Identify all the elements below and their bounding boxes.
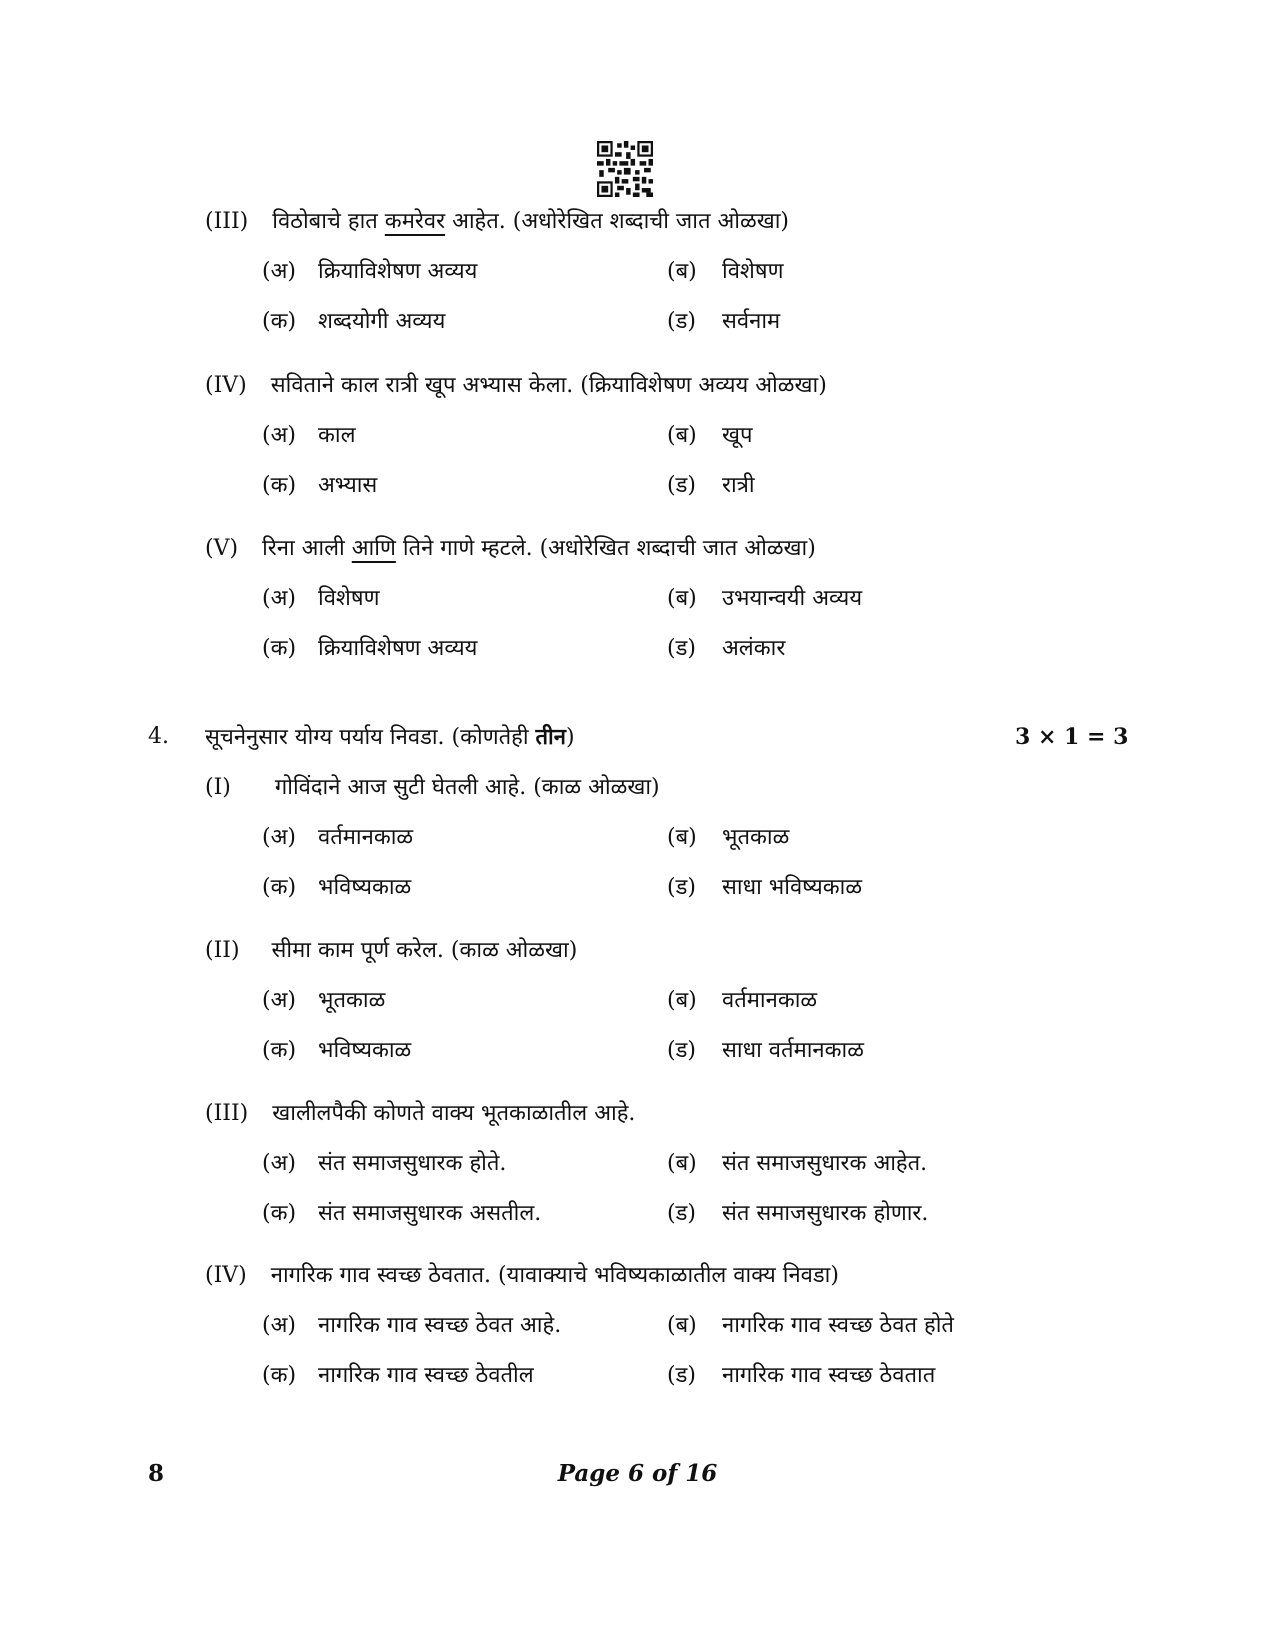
option-label: (ब): [667, 1313, 697, 1338]
underlined-word: आणि: [351, 536, 396, 561]
option-label: (अ): [262, 586, 296, 611]
roman-numeral: (III): [205, 1101, 249, 1126]
question-stem: [205, 371, 827, 401]
option-label: (क): [262, 636, 297, 661]
roman-numeral: (I): [205, 775, 231, 800]
option-text: अलंकार: [722, 636, 786, 661]
option-text: सर्वनाम: [722, 309, 781, 334]
option-text: शब्दयोगी अव्यय: [318, 309, 446, 334]
option-label: (अ): [262, 1313, 296, 1338]
option-label: (क): [262, 1038, 297, 1063]
paper-code: 8: [148, 1460, 165, 1487]
option-label: (ड): [667, 1038, 696, 1063]
option-label: (ड): [667, 309, 696, 334]
option-text: साधा वर्तमानकाळ: [722, 1038, 864, 1063]
page-number: Page 6 of 16: [557, 1460, 718, 1487]
option-text: संत समाजसुधारक आहेत.: [722, 1151, 928, 1176]
instruction-emphasis: तीन: [535, 724, 566, 750]
roman-numeral: (IV): [205, 1263, 247, 1288]
option-label: (अ): [262, 423, 296, 448]
option-text: वर्तमानकाळ: [722, 988, 818, 1013]
option-text: संत समाजसुधारक होते.: [318, 1151, 507, 1176]
marks-allocation: 3 × 1 = 3: [1015, 724, 1129, 750]
option-text: नागरिक गाव स्वच्छ ठेवतील: [318, 1363, 534, 1388]
option-text: साधा भविष्यकाळ: [722, 875, 863, 900]
option-text: संत समाजसुधारक असतील.: [318, 1201, 542, 1226]
option-text: खूप: [722, 423, 753, 448]
instruction-text: सूचनेनुसार योग्य पर्याय निवडा. (कोणतेही: [205, 725, 536, 750]
stem-text: रिना आली: [262, 536, 352, 561]
stem-text: तिने गाणे म्हटले. (अधोरेखित शब्दाची जात ओळखा): [395, 536, 816, 561]
option-label: (क): [262, 1201, 297, 1226]
question-stem: [205, 534, 816, 564]
option-label: (ब): [667, 825, 697, 850]
stem-text: गोविंदाने आज सुटी घेतली आहे. (काळ ओळखा): [274, 775, 660, 800]
option-label: (ब): [667, 423, 697, 448]
option-text: विशेषण: [722, 259, 784, 284]
option-label: (ब): [667, 988, 697, 1013]
option-text: नागरिक गाव स्वच्छ ठेवतात: [722, 1363, 936, 1388]
option-text: भविष्यकाळ: [318, 1038, 412, 1063]
option-text: काल: [318, 423, 356, 448]
stem-text: खालीलपैकी कोणते वाक्य भूतकाळातील आहे.: [272, 1101, 636, 1126]
stem-text: विठोबाचे हात: [272, 209, 385, 234]
roman-numeral: (II): [205, 938, 240, 963]
question-stem: [205, 207, 789, 237]
roman-numeral: (III): [205, 209, 249, 234]
option-text: वर्तमानकाळ: [318, 825, 414, 850]
option-text: अभ्यास: [318, 473, 378, 498]
option-text: संत समाजसुधारक होणार.: [722, 1201, 929, 1226]
option-text: भूतकाळ: [722, 825, 790, 850]
stem-text: सविताने काल रात्री खूप अभ्यास केला. (क्रियाविशेषण अव्यय ओळखा): [270, 373, 827, 398]
roman-numeral: (IV): [205, 373, 247, 398]
option-text: नागरिक गाव स्वच्छ ठेवत होते: [722, 1313, 954, 1338]
stem-text: नागरिक गाव स्वच्छ ठेवतात. (यावाक्याचे भविष्यकाळातील वाक्य निवडा): [270, 1263, 839, 1288]
question-stem: [205, 773, 660, 803]
instruction-text: ): [565, 725, 575, 750]
option-label: (क): [262, 309, 297, 334]
option-label: (ड): [667, 636, 696, 661]
option-label: (अ): [262, 825, 296, 850]
question-number: 4.: [148, 724, 169, 749]
option-text: नागरिक गाव स्वच्छ ठेवत आहे.: [318, 1313, 562, 1338]
option-label: (ड): [667, 473, 696, 498]
option-text: क्रियाविशेषण अव्यय: [318, 259, 478, 284]
option-label: (क): [262, 1363, 297, 1388]
question-stem: [205, 1261, 839, 1291]
option-text: रात्री: [722, 473, 755, 498]
question-instruction: [205, 722, 575, 753]
stem-text: आहेत. (अधोरेखित शब्दाची जात ओळखा): [445, 209, 789, 234]
option-text: भूतकाळ: [318, 988, 386, 1013]
question-stem: [205, 936, 577, 966]
option-label: (अ): [262, 259, 296, 284]
option-label: (क): [262, 473, 297, 498]
option-label: (ब): [667, 1151, 697, 1176]
option-label: (अ): [262, 988, 296, 1013]
option-label: (ब): [667, 586, 697, 611]
option-text: भविष्यकाळ: [318, 875, 412, 900]
qr-code-icon: [597, 141, 653, 197]
option-label: (ड): [667, 1201, 696, 1226]
roman-numeral: (V): [205, 536, 239, 561]
option-label: (ड): [667, 875, 696, 900]
question-stem: [205, 1099, 635, 1129]
option-label: (अ): [262, 1151, 296, 1176]
option-text: उभयान्वयी अव्यय: [722, 586, 863, 611]
option-label: (ब): [667, 259, 697, 284]
stem-text: सीमा काम पूर्ण करेल. (काळ ओळखा): [271, 938, 578, 963]
option-label: (क): [262, 875, 297, 900]
underlined-word: कमरेवर: [384, 209, 446, 234]
option-text: क्रियाविशेषण अव्यय: [318, 636, 478, 661]
option-text: विशेषण: [318, 586, 380, 611]
option-label: (ड): [667, 1363, 696, 1388]
